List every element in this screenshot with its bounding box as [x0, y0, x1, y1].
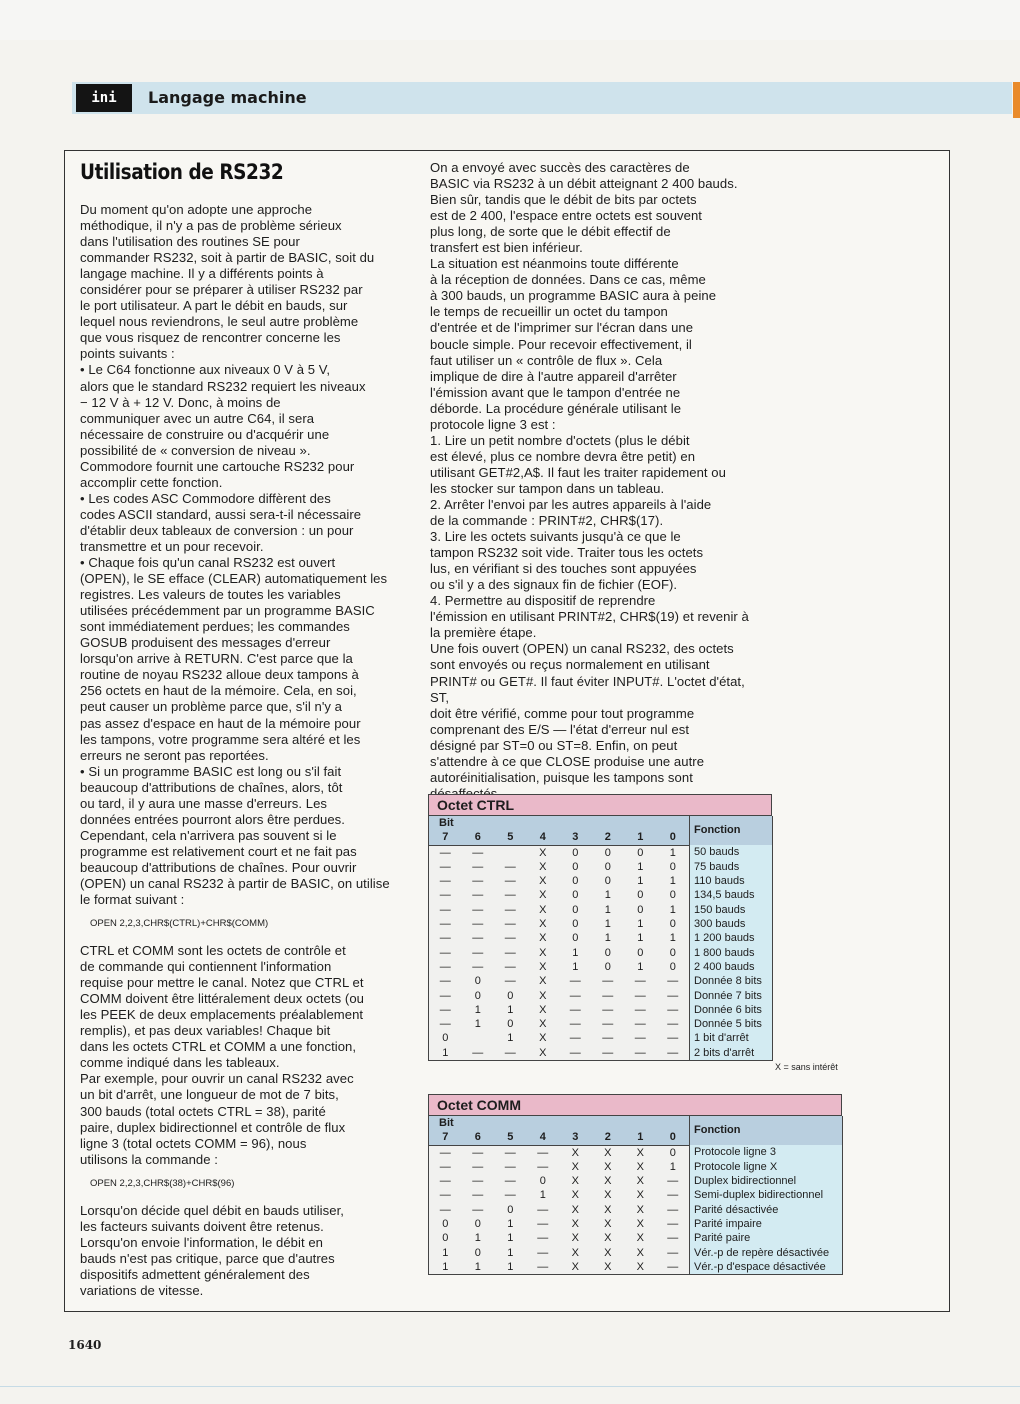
bit-value: 1: [624, 917, 657, 931]
bit-value: —: [494, 960, 527, 974]
bit-value: —: [462, 860, 495, 874]
bit-value: —: [429, 888, 462, 902]
bit-value: X: [592, 1260, 625, 1275]
bit-value: X: [527, 946, 560, 960]
table-row: [429, 931, 773, 945]
bit-value: —: [657, 1260, 690, 1275]
bit-value: —: [462, 1203, 495, 1217]
bit-value: —: [657, 1003, 690, 1017]
function-cell: Donnée 6 bits: [690, 1003, 773, 1017]
bit-value: —: [462, 946, 495, 960]
bit-value: —: [494, 1188, 527, 1202]
bit-value: X: [592, 1217, 625, 1231]
bit-value: —: [462, 903, 495, 917]
table-row: [429, 1160, 843, 1174]
bit-value: —: [657, 989, 690, 1003]
bit-value: X: [624, 1246, 657, 1260]
bit-value: 1: [657, 1160, 690, 1174]
bit-value: 0: [559, 888, 592, 902]
bit-value: —: [462, 888, 495, 902]
bit-value: —: [624, 989, 657, 1003]
bit-value: —: [429, 960, 462, 974]
table-row: [429, 1188, 843, 1202]
paragraph-right: On a envoyé avec succès des caractères de BASIC via RS232 à un débit atteignant 2 400 bauds. Bien sûr, tandis que le débit de bits par octets est de 2 400, l'espace entre octets est souvent plus long, de sorte que le débit effectif de transfert est bien inférieur. La situation est néanmoins toute différente à la réception de données. Dans ce cas, même à 300 bauds, un programme BASIC aura à peine le temps de recueillir un octet du tampon d'entrée et de l'imprimer sur l'écran dans une boucle simple. Pour recevoir effectivement, il faut utiliser un « contrôle de flux ». Cela implique de dire à l'autre appareil d'arrêter l'émission avant que le tampon d'entrée ne déborde. La procédure générale utilisant le protocole ligne 3 est : 1. Lire un petit nombre d'octets (plus le débit est élevé, plus ce nombre devra être petit) en utilisant GET#2,A$. Il faut les traiter rapidement ou les stocker sur tampon dans un tableau. 2. Arrêter l'envoi par les autres appareils à l'aide de la commande : PRINT#2, CHR$(17). 3. Lire les octets suivants jusqu'à ce que le tampon RS232 soit vide. Traiter tous les octets lus, en vérifiant si des touches sont appuyées ou s'il y a des signaux fin de fichier (EOF). 4. Permettre au dispositif de reprendre l'émission en utilisant PRINT#2, CHR$(19) et revenir à la première étape. Une fois ouvert (OPEN) un canal RS232, des octets sont envoyés ou reçus normalement en utilisant PRINT# ou GET#. Il faut éviter INPUT#. L'octet d'état, ST, doit être vérifié, comme pour tout programme comprenant des E/S — l'état d'erreur nul est désigné par ST=0 ou ST=8. Enfin, on peut s'attendre à ce que CLOSE produise une autre autoréinitialisation, puisque les tampons sont: [430, 160, 749, 785]
bit-value: —: [657, 974, 690, 988]
bit-value: —: [462, 960, 495, 974]
bit-value: —: [462, 931, 495, 945]
section-logo: ini: [76, 84, 132, 112]
bit-number: 4: [527, 830, 560, 845]
bit-value: X: [527, 1031, 560, 1045]
bit-number: 5: [494, 1130, 527, 1145]
bit-value: —: [429, 1145, 462, 1160]
bit-value: 1: [462, 1231, 495, 1245]
bit-number: 1: [624, 1130, 657, 1145]
function-cell: Donnée 5 bits: [690, 1017, 773, 1031]
bit-value: [462, 1031, 495, 1045]
bit-number: 6: [462, 1130, 495, 1145]
bit-value: 1: [624, 931, 657, 945]
bit-value: X: [527, 888, 560, 902]
bit-value: 0: [624, 946, 657, 960]
bit-value: 0: [494, 1203, 527, 1217]
bit-value: X: [592, 1174, 625, 1188]
section-title: Langage machine: [148, 88, 307, 107]
bit-value: X: [592, 1188, 625, 1202]
function-cell: 1 800 bauds: [690, 946, 773, 960]
ctrl-table-block: [428, 794, 773, 1061]
bit-value: 0: [462, 974, 495, 988]
bit-value: X: [559, 1145, 592, 1160]
table-row: [429, 874, 773, 888]
bit-value: —: [494, 974, 527, 988]
bit-value: X: [592, 1145, 625, 1160]
bit-value: 1: [494, 1003, 527, 1017]
bit-value: 0: [559, 860, 592, 874]
bit-value: —: [657, 1203, 690, 1217]
bit-value: —: [462, 917, 495, 931]
bit-value: X: [624, 1217, 657, 1231]
bit-value: —: [657, 1046, 690, 1061]
bit-value: —: [494, 1145, 527, 1160]
bit-value: —: [429, 917, 462, 931]
bit-value: 0: [559, 845, 592, 860]
bit-number: 4: [527, 1130, 560, 1145]
bit-value: 1: [592, 931, 625, 945]
bit-value: —: [624, 974, 657, 988]
function-cell: Vér.-p de repère désactivée: [690, 1246, 843, 1260]
bit-number: 3: [559, 830, 592, 845]
bit-value: —: [494, 946, 527, 960]
bit-value: 1: [657, 845, 690, 860]
bit-value: 1: [559, 946, 592, 960]
bit-value: 0: [527, 1174, 560, 1188]
bit-value: —: [462, 874, 495, 888]
bit-value: X: [527, 1046, 560, 1061]
bit-value: —: [624, 1003, 657, 1017]
bit-value: X: [559, 1203, 592, 1217]
bit-value: 1: [429, 1260, 462, 1275]
bit-value: X: [624, 1188, 657, 1202]
bit-value: 0: [592, 946, 625, 960]
bit-value: 0: [592, 845, 625, 860]
bit-number: 2: [592, 1130, 625, 1145]
paragraph-baud-choice: Lorsqu'on décide quel débit en bauds utiliser, les facteurs suivants doivent être retenus. Lorsqu'on envoie l'information, le débit en bauds n'est pas critique, parce que d'autres dispositifs admettent généralement des variations de vitesse.: [80, 1202, 344, 1298]
bit-value: —: [429, 1174, 462, 1188]
bit-value: X: [527, 845, 560, 860]
bit-value: —: [429, 1160, 462, 1174]
bit-value: 0: [462, 1246, 495, 1260]
bit-value: 0: [657, 960, 690, 974]
bit-value: X: [592, 1246, 625, 1260]
bit-value: —: [592, 1046, 625, 1061]
bit-value: 1: [462, 1260, 495, 1275]
bit-number: 1: [624, 830, 657, 845]
bit-value: —: [592, 974, 625, 988]
bit-value: X: [527, 989, 560, 1003]
table-row: [429, 1031, 773, 1045]
bit-value: —: [624, 1046, 657, 1061]
bit-value: —: [429, 931, 462, 945]
bit-value: —: [429, 860, 462, 874]
bit-value: 1: [494, 1246, 527, 1260]
comm-table: [428, 1116, 843, 1275]
bit-value: —: [559, 1046, 592, 1061]
function-cell: Duplex bidirectionnel: [690, 1174, 843, 1188]
bit-value: X: [527, 1003, 560, 1017]
bit-value: 1: [494, 1217, 527, 1231]
bit-value: —: [429, 903, 462, 917]
bit-value: X: [527, 874, 560, 888]
bit-value: —: [559, 1017, 592, 1031]
bit-value: X: [559, 1217, 592, 1231]
bit-value: —: [462, 1145, 495, 1160]
bit-value: —: [559, 1031, 592, 1045]
table-row: [429, 1145, 843, 1160]
bit-value: —: [494, 860, 527, 874]
table-row: [429, 974, 773, 988]
table-row: [429, 1231, 843, 1245]
bit-value: X: [624, 1231, 657, 1245]
function-cell: 300 bauds: [690, 917, 773, 931]
bit-value: —: [657, 1031, 690, 1045]
code-open-example: OPEN 2,2,3,CHR$(38)+CHR$(96): [90, 1177, 235, 1189]
table-row: [429, 917, 773, 931]
ctrl-table: [428, 816, 773, 1061]
bit-value: 1: [527, 1188, 560, 1202]
bit-number: 3: [559, 1130, 592, 1145]
paragraph-ctrl-comm: CTRL et COMM sont les octets de contrôle et de commande qui contiennent l'information requise pour mettre le canal. Notez que CTRL et COMM doivent être littéralement deux octets (ou les PEEK de deux emplacements préalablement remplis), et pas deux variables! Chaque bit dans les octets CTRL et COMM a une fonction, comme indiqué dans les tableaux. Par exemple, pour ouvrir un canal RS232 avec un bit d'arrêt, une longueur de mot de 7 bits, 300 bauds (total octets CTRL = 38), parité paire, duplex bidirectionnel et contrôle de flux ligne 3 (total octets COMM = 96), nous utilisons la commande :: [80, 943, 364, 1167]
bit-value: —: [494, 903, 527, 917]
bit-value: X: [527, 931, 560, 945]
bit-value: 0: [559, 931, 592, 945]
section-header: [72, 82, 1012, 114]
bit-value: X: [559, 1260, 592, 1275]
bit-value: 0: [657, 860, 690, 874]
function-cell: Donnée 7 bits: [690, 989, 773, 1003]
bit-value: —: [494, 917, 527, 931]
function-cell: 2 bits d'arrêt: [690, 1046, 773, 1061]
bit-number: 0: [657, 1130, 690, 1145]
bit-value: 0: [462, 989, 495, 1003]
function-cell: 50 bauds: [690, 845, 773, 860]
bit-value: 1: [657, 903, 690, 917]
bit-value: X: [527, 860, 560, 874]
bit-value: 1: [657, 874, 690, 888]
ctrl-table-title: Octet CTRL: [428, 794, 772, 816]
bit-value: —: [494, 931, 527, 945]
bit-value: —: [462, 1160, 495, 1174]
bit-header-label: Bit: [429, 1116, 690, 1130]
bit-value: —: [462, 845, 495, 860]
table-row: [429, 1217, 843, 1231]
bit-value: —: [429, 1017, 462, 1031]
footer-rule: [0, 1386, 1020, 1387]
bit-value: —: [429, 974, 462, 988]
bit-value: 0: [494, 989, 527, 1003]
bit-value: —: [657, 1174, 690, 1188]
bit-value: —: [429, 845, 462, 860]
bit-value: 0: [592, 960, 625, 974]
bit-number: 2: [592, 830, 625, 845]
bit-value: 0: [657, 888, 690, 902]
bit-value: —: [559, 974, 592, 988]
bit-value: 1: [592, 917, 625, 931]
bit-value: —: [527, 1231, 560, 1245]
table-row: [429, 1260, 843, 1275]
bit-value: 0: [494, 1017, 527, 1031]
bit-value: 0: [429, 1217, 462, 1231]
article-title: Utilisation de RS232: [80, 160, 284, 184]
bit-value: 1: [624, 960, 657, 974]
table-row: [429, 1174, 843, 1188]
bit-value: —: [592, 1003, 625, 1017]
code-open-format: OPEN 2,2,3,CHR$(CTRL)+CHR$(COMM): [90, 918, 269, 930]
function-cell: 2 400 bauds: [690, 960, 773, 974]
table-row: [429, 845, 773, 860]
bit-value: 0: [624, 888, 657, 902]
bit-value: —: [592, 989, 625, 1003]
bit-value: X: [527, 974, 560, 988]
bit-value: X: [559, 1188, 592, 1202]
bit-value: —: [657, 1246, 690, 1260]
bit-value: 1: [429, 1046, 462, 1061]
bit-value: 0: [559, 903, 592, 917]
bit-value: —: [657, 1017, 690, 1031]
bit-value: 1: [592, 903, 625, 917]
bit-number: 7: [429, 830, 462, 845]
bit-value: X: [527, 1017, 560, 1031]
bit-value: X: [559, 1160, 592, 1174]
function-header: Fonction: [690, 816, 773, 845]
function-cell: Protocole ligne X: [690, 1160, 843, 1174]
table-row: [429, 903, 773, 917]
bit-value: 1: [462, 1017, 495, 1031]
bit-value: —: [462, 1174, 495, 1188]
bit-value: —: [657, 1188, 690, 1202]
comm-table-block: [428, 1094, 843, 1275]
bit-value: 1: [462, 1003, 495, 1017]
function-cell: Protocole ligne 3: [690, 1145, 843, 1160]
bit-value: 0: [559, 917, 592, 931]
bit-value: 1: [559, 960, 592, 974]
bit-value: X: [559, 1174, 592, 1188]
bit-value: —: [592, 1031, 625, 1045]
function-cell: Vér.-p d'espace désactivée: [690, 1260, 843, 1275]
bit-value: 0: [429, 1031, 462, 1045]
table-row: [429, 888, 773, 902]
bit-number: 5: [494, 830, 527, 845]
bit-number: 0: [657, 830, 690, 845]
bit-value: 1: [624, 860, 657, 874]
bit-value: 0: [657, 1145, 690, 1160]
bit-value: X: [527, 903, 560, 917]
table-row: [429, 960, 773, 974]
bit-number: 6: [462, 830, 495, 845]
bit-value: 1: [429, 1246, 462, 1260]
bit-value: 1: [494, 1231, 527, 1245]
table-row: [429, 1017, 773, 1031]
bit-value: 1: [657, 931, 690, 945]
bit-value: —: [462, 1046, 495, 1061]
bit-value: 0: [559, 874, 592, 888]
function-cell: 110 bauds: [690, 874, 773, 888]
bit-value: X: [559, 1246, 592, 1260]
bit-value: —: [624, 1031, 657, 1045]
bit-value: —: [527, 1160, 560, 1174]
bit-value: —: [624, 1017, 657, 1031]
function-cell: Parité paire: [690, 1231, 843, 1245]
table-row: [429, 946, 773, 960]
bit-value: 0: [592, 860, 625, 874]
bit-value: X: [624, 1203, 657, 1217]
bit-value: 0: [624, 903, 657, 917]
bit-value: X: [624, 1174, 657, 1188]
bit-value: —: [429, 1188, 462, 1202]
bit-value: 0: [624, 845, 657, 860]
function-cell: Donnée 8 bits: [690, 974, 773, 988]
bit-value: —: [494, 1160, 527, 1174]
bit-value: —: [462, 1188, 495, 1202]
bit-value: —: [494, 1046, 527, 1061]
bit-value: —: [527, 1217, 560, 1231]
bit-value: —: [429, 1203, 462, 1217]
function-cell: 1 bit d'arrêt: [690, 1031, 773, 1045]
bit-value: —: [494, 1174, 527, 1188]
function-cell: Parité impaire: [690, 1217, 843, 1231]
function-cell: 75 bauds: [690, 860, 773, 874]
comm-table-title: Octet COMM: [428, 1094, 842, 1116]
ctrl-table-note: X = sans intérêt: [775, 1062, 838, 1072]
bit-value: —: [429, 874, 462, 888]
bit-value: —: [559, 989, 592, 1003]
bit-value: 0: [657, 917, 690, 931]
bit-value: —: [429, 989, 462, 1003]
page-number: 1640: [68, 1338, 102, 1352]
bit-value: —: [429, 1003, 462, 1017]
function-cell: 1 200 bauds: [690, 931, 773, 945]
table-row: [429, 1003, 773, 1017]
bit-header-label: Bit: [429, 816, 690, 830]
bit-value: —: [527, 1203, 560, 1217]
bit-value: [494, 845, 527, 860]
bit-value: X: [559, 1231, 592, 1245]
page-top-band: [0, 0, 1020, 40]
bit-value: X: [527, 960, 560, 974]
bit-value: —: [527, 1246, 560, 1260]
bit-number: 7: [429, 1130, 462, 1145]
table-row: [429, 1203, 843, 1217]
article-left-column: [80, 160, 406, 1299]
bit-value: —: [494, 874, 527, 888]
bit-value: 0: [429, 1231, 462, 1245]
paragraph-intro: Du moment qu'on adopte une approche méthodique, il n'y a pas de problème sérieux dans l'utilisation des routines SE pour commander RS232, soit à partir de BASIC, soit du langage machine. Il y a différents points à considérer pour se préparer à utiliser RS232 par le port utilisateur. A part le débit en bauds, sur lequel nous reviendrons, le seul autre problème que vous risquez de rencontrer concerne les points suivants : • Le C64 fonctionne aux niveaux 0 V à 5 V, alors que le standard RS232 requiert les niveaux − 12 V à + 12 V. Donc, à moins de communiquer avec un autre C64, il sera nécessaire de construire ou d'acquérir une possibilité de « conversion de niveau ». Commodore fournit une cartouche RS232 pour accomplir cette fonction. • Les codes ASC Commodore diffèrent des codes ASCII standard, aussi sera-t-il nécessaire d'établir deux tableaux de conversion : un pour transmettre et un pour recevoir. • Chaque fois qu'un canal RS232 est ouvert (OPEN), le SE efface (CLEAR) automatiquement les registres. Les valeurs de toutes les variables utilisées précédemment par un programme BASIC sont immédiatement perdues; les commandes GOSUB produisent des messages d'erreur lorsqu'on arrive à RETURN. C'est parce que la routine de noyau RS232 alloue deux tampons à 256 octets en haut de la mémoire. Cela, en soi, peut causer un problème parce que, s'il n'y a pas assez d'espace en haut de la mémoire pour les tampons, votre programme sera altéré et les erreurs ne seront pas reportées. • Si un programme BASIC est long ou s'il fait beaucoup d'attributions de chaînes, alors, tôt ou tard, il y aura une masse d'erreurs. Les données entrées pourront alors être perdues. Cependant, cela n'arrivera pas souvent si le programme est relativement court et ne fait pas beaucoup d'attributions de chaînes. Pour ouvrir (OPEN) un canal RS232 à partir de BASIC, on utilise le format suivant :: [80, 202, 390, 908]
bit-value: X: [592, 1203, 625, 1217]
bit-value: X: [624, 1260, 657, 1275]
function-header: Fonction: [690, 1116, 843, 1145]
table-row: [429, 1246, 843, 1260]
bit-value: —: [429, 946, 462, 960]
table-row: [429, 860, 773, 874]
bit-value: 0: [462, 1217, 495, 1231]
bit-value: 1: [624, 874, 657, 888]
bit-value: X: [592, 1231, 625, 1245]
page-edge-tab: [1013, 82, 1020, 118]
table-row: [429, 989, 773, 1003]
bit-value: 1: [494, 1031, 527, 1045]
function-cell: Semi-duplex bidirectionnel: [690, 1188, 843, 1202]
bit-value: X: [624, 1145, 657, 1160]
function-cell: Parité désactivée: [690, 1203, 843, 1217]
bit-value: 1: [592, 888, 625, 902]
bit-value: 0: [657, 946, 690, 960]
bit-value: X: [527, 917, 560, 931]
bit-value: X: [624, 1160, 657, 1174]
article-right-column: [430, 160, 760, 802]
bit-value: —: [527, 1145, 560, 1160]
bit-value: —: [527, 1260, 560, 1275]
bit-value: —: [657, 1231, 690, 1245]
bit-value: X: [592, 1160, 625, 1174]
bit-value: 0: [592, 874, 625, 888]
bit-value: —: [592, 1017, 625, 1031]
function-cell: 134,5 bauds: [690, 888, 773, 902]
table-row: [429, 1046, 773, 1061]
bit-value: —: [657, 1217, 690, 1231]
bit-value: —: [559, 1003, 592, 1017]
function-cell: 150 bauds: [690, 903, 773, 917]
bit-value: —: [494, 888, 527, 902]
bit-value: 1: [494, 1260, 527, 1275]
